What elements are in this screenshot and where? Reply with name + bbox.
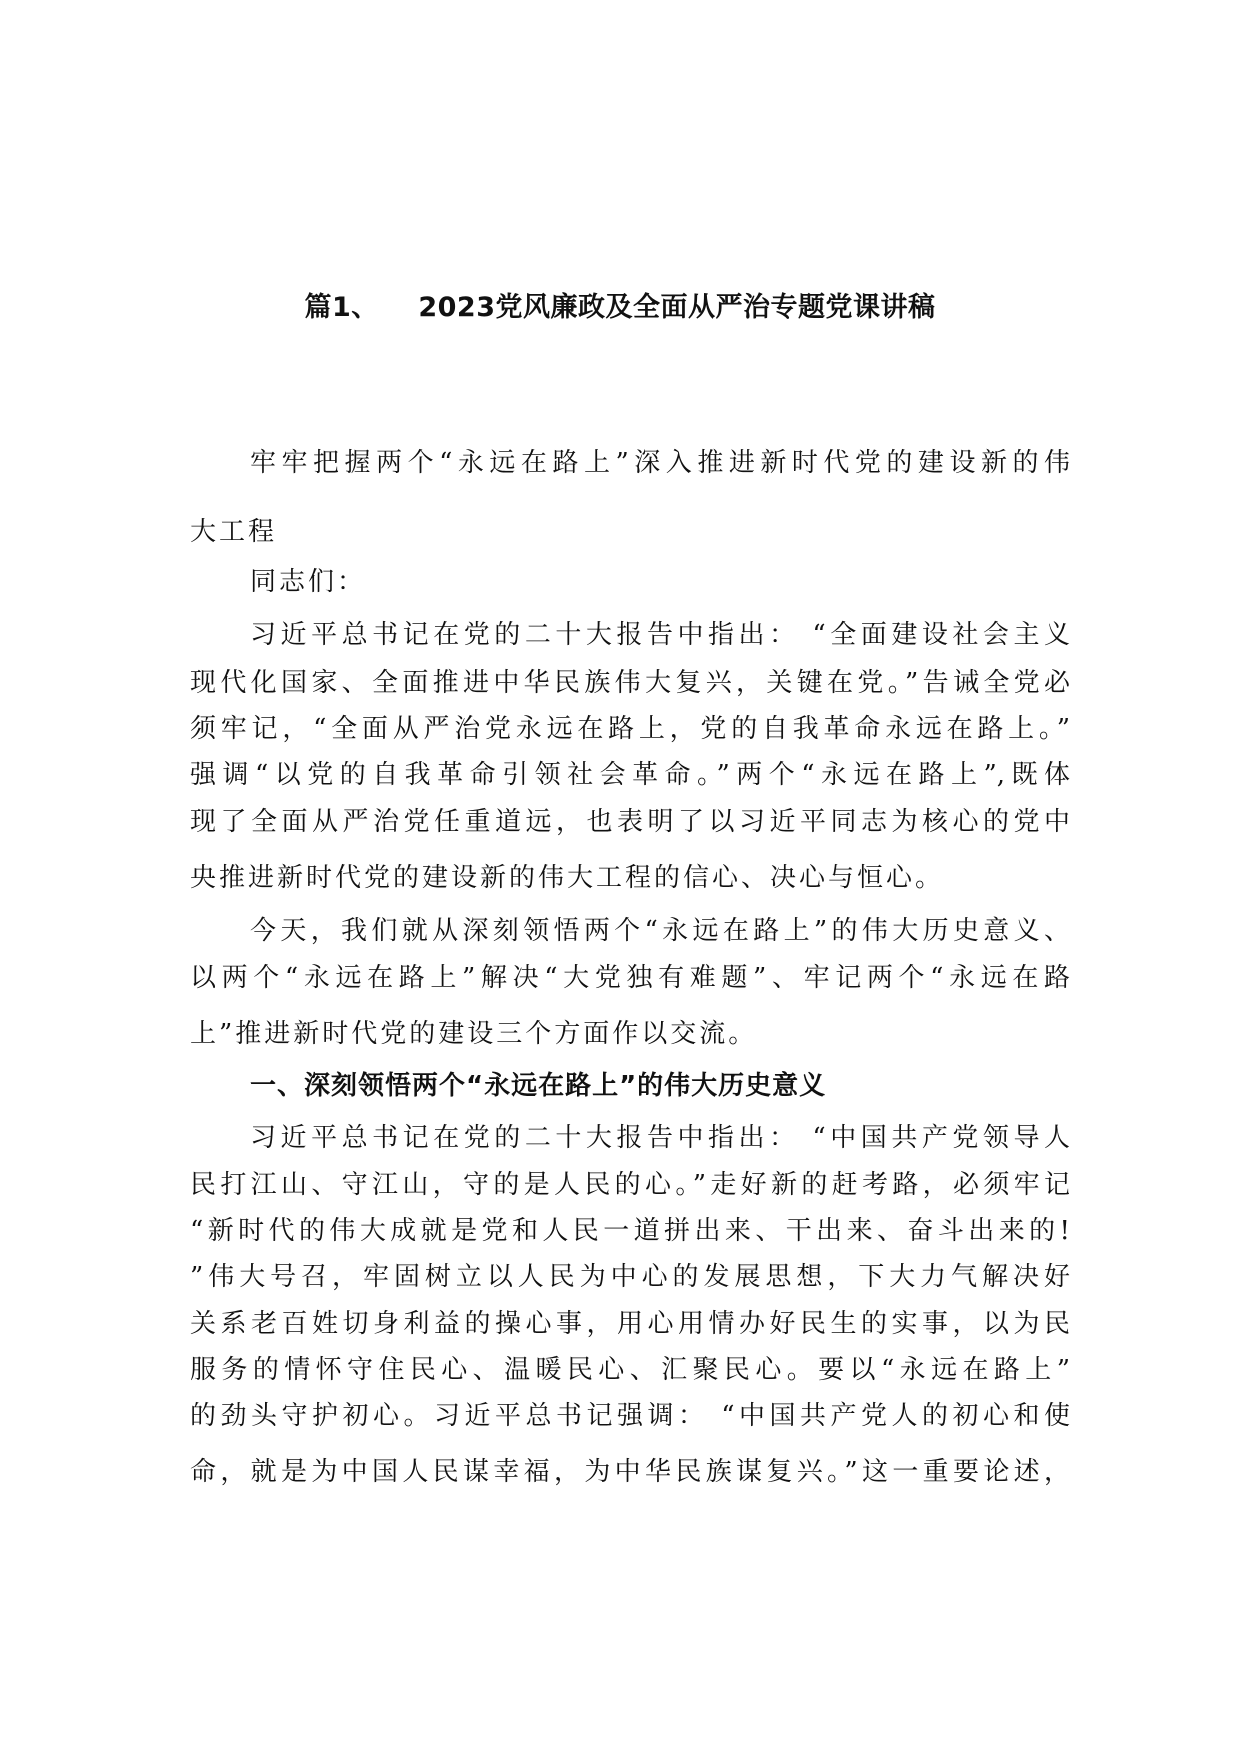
document-title: 篇1、 2023党风廉政及全面从严治专题党课讲稿 — [304, 292, 936, 323]
paragraph-line: “新时代的伟大成就是党和人民一道拼出来、干出来、奋斗出来的! — [190, 1216, 1070, 1246]
paragraph-line: 强调“以党的自我革命引领社会革命。”两个“永远在路上”,既体 — [190, 760, 1070, 790]
section-heading: 一、深刻领悟两个“永远在路上”的伟大历史意义 — [250, 1071, 827, 1101]
paragraph-line: 关系老百姓切身利益的操心事，用心用情办好民生的实事，以为民 — [190, 1309, 1070, 1339]
paragraph-line: 服务的情怀守住民心、温暖民心、汇聚民心。要以“永远在路上” — [190, 1355, 1070, 1385]
paragraph-line: 习近平总书记在党的二十大报告中指出： “中国共产党领导人 — [250, 1123, 1070, 1153]
paragraph-line: 民打江山、守江山，守的是人民的心。”走好新的赶考路，必须牢记 — [190, 1170, 1070, 1200]
paragraph-line: 命，就是为中国人民谋幸福，为中华民族谋复兴。”这一重要论述， — [190, 1457, 1070, 1487]
paragraph-line: 今天，我们就从深刻领悟两个“永远在路上”的伟大历史意义、 — [250, 916, 1070, 946]
paragraph-line: 央推进新时代党的建设新的伟大工程的信心、决心与恒心。 — [190, 863, 945, 893]
paragraph-line: 现代化国家、全面推进中华民族伟大复兴，关键在党。”告诫全党必 — [190, 668, 1070, 698]
paragraph-line: 现了全面从严治党任重道远，也表明了以习近平同志为核心的党中 — [190, 807, 1070, 837]
paragraph-line: 须牢记，“全面从严治党永远在路上，党的自我革命永远在路上。” — [190, 714, 1070, 744]
paragraph-line: ”伟大号召，牢固树立以人民为中心的发展思想，下大力气解决好 — [190, 1262, 1070, 1292]
paragraph-line: 以两个“永远在路上”解决“大党独有难题”、牢记两个“永远在路 — [190, 963, 1070, 993]
speech-title-line-1: 牢牢把握两个“永远在路上”深入推进新时代党的建设新的伟 — [250, 448, 1070, 478]
paragraph-line: 上”推进新时代党的建设三个方面作以交流。 — [190, 1019, 758, 1049]
paragraph-line: 习近平总书记在党的二十大报告中指出： “全面建设社会主义 — [250, 620, 1070, 650]
speech-title-line-2: 大工程 — [190, 517, 278, 547]
paragraph-line: 的劲头守护初心。习近平总书记强调： “中国共产党人的初心和使 — [190, 1401, 1070, 1431]
salutation: 同志们： — [250, 567, 367, 597]
